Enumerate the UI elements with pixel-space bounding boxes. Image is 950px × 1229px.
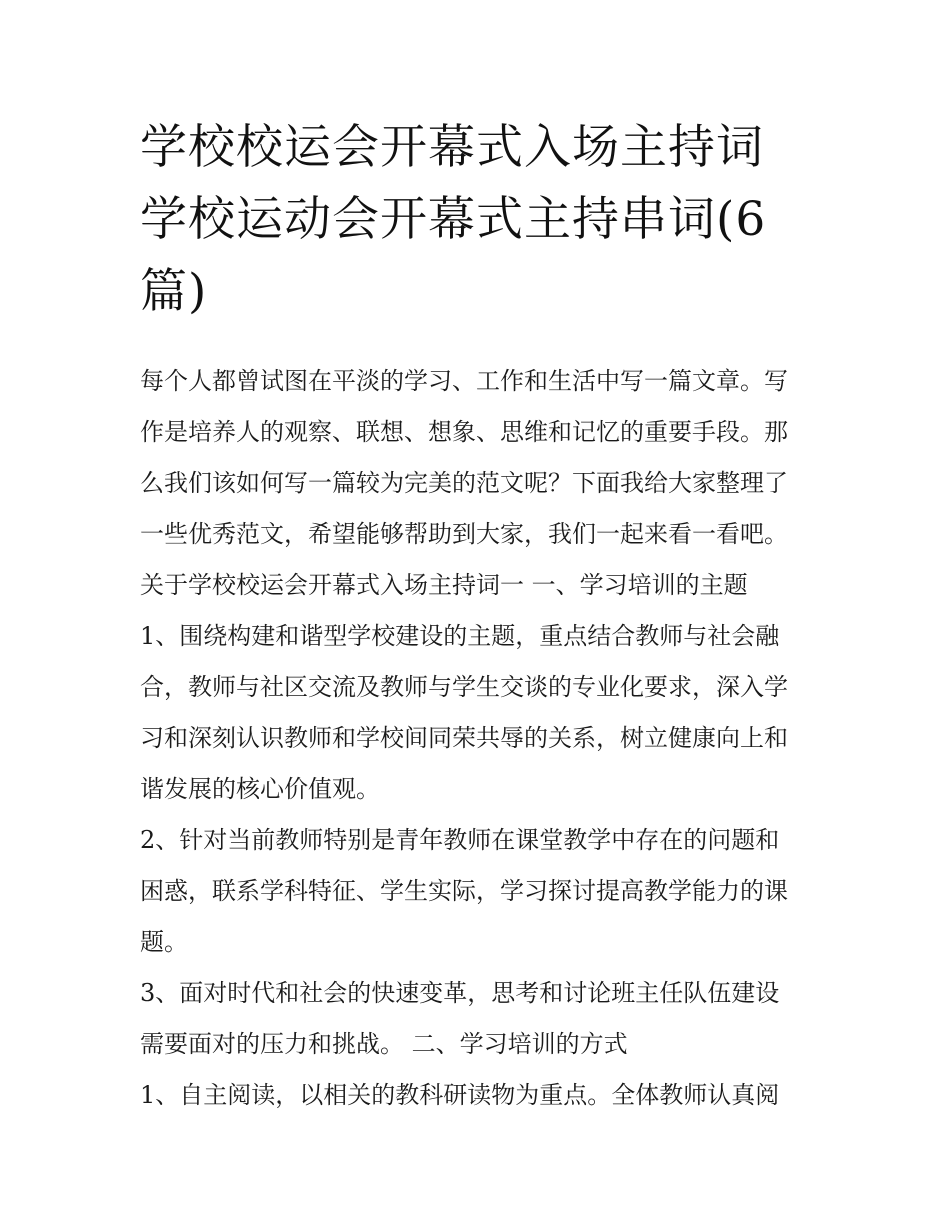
body-line: 困惑，联系学科特征、学生实际，学习探讨提高教学能力的课 — [140, 877, 788, 905]
title-line: 学校运动会开幕式主持串词(6 — [140, 192, 767, 247]
section-heading-line: 关于学校校运会开幕式入场主持词一 一、学习培训的主题 — [140, 571, 748, 599]
body-line: 1、围绕构建和谐型学校建设的主题，重点结合教师与社会融 — [140, 622, 780, 650]
body-line: 3、面对时代和社会的快速变革，思考和讨论班主任队伍建设 — [140, 979, 780, 1007]
body-line: 习和深刻认识教师和学校间同荣共辱的关系，树立健康向上和 — [140, 724, 788, 752]
body-line: 一些优秀范文，希望能够帮助到大家，我们一起来看一看吧。 — [140, 520, 788, 548]
body-line: 合，教师与社区交流及教师与学生交谈的专业化要求，深入学 — [140, 673, 788, 701]
body-line: 题。 — [140, 928, 188, 956]
body-line: 作是培养人的观察、联想、想象、思维和记忆的重要手段。那 — [140, 418, 788, 446]
body-line: 2、针对当前教师特别是青年教师在课堂教学中存在的问题和 — [140, 826, 780, 854]
body-line: 每个人都曾试图在平淡的学习、工作和生活中写一篇文章。写 — [140, 367, 788, 395]
body-line: 1、自主阅读，以相关的教科研读物为重点。全体教师认真阅 — [140, 1081, 780, 1109]
document-title — [140, 112, 820, 328]
body-line: 么我们该如何写一篇较为完美的范文呢？下面我给大家整理了 — [140, 469, 788, 497]
body-line: 需要面对的压力和挑战。 二、学习培训的方式 — [140, 1030, 628, 1058]
body-line: 谐发展的核心价值观。 — [140, 775, 380, 803]
title-line: 学校校运会开幕式入场主持词 — [140, 120, 764, 175]
title-line: 篇) — [140, 264, 208, 319]
document-body — [140, 356, 820, 1121]
